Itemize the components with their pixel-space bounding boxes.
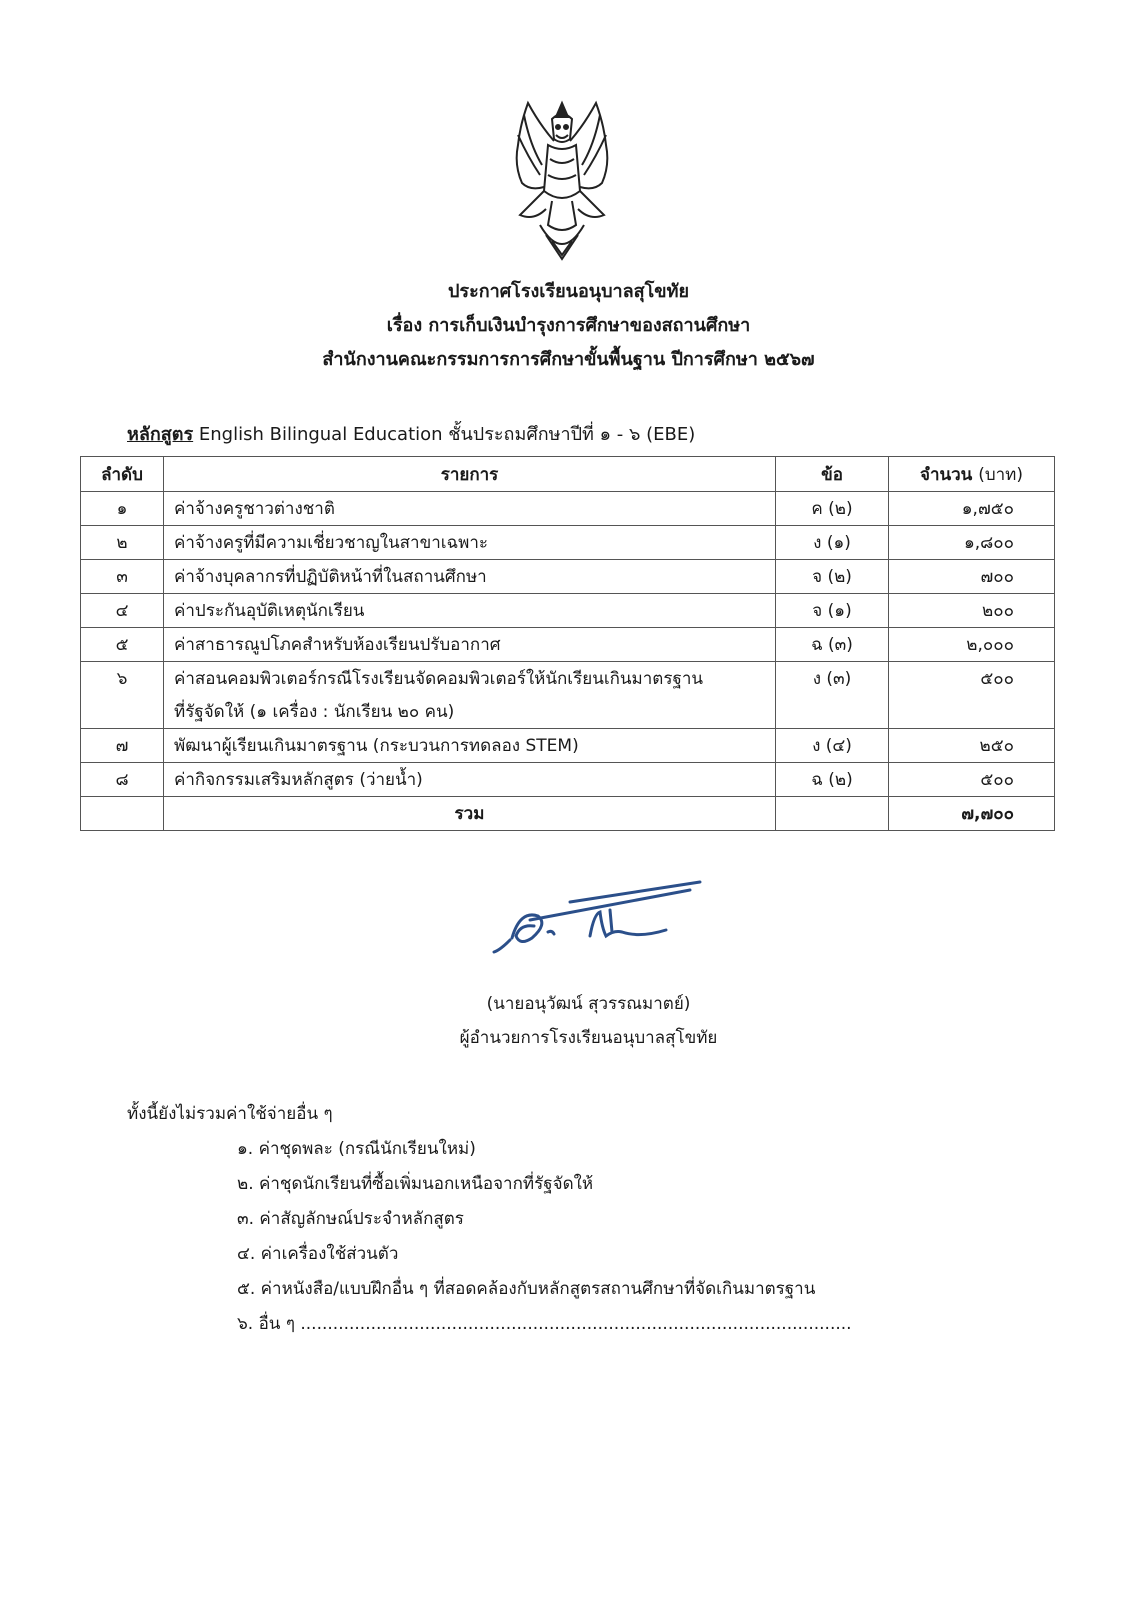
- row-item: พัฒนาผู้เรียนเกินมาตรฐาน (กระบวนการทดลอง STEM): [164, 729, 776, 763]
- header-amount: [889, 457, 1055, 492]
- row-item: ค่าจ้างครูชาวต่างชาติ: [164, 492, 776, 526]
- row-no: ๕: [81, 628, 164, 662]
- row-amount-empty: [889, 695, 1055, 729]
- garuda-emblem: [500, 95, 625, 267]
- row-clause: ง (๓): [776, 662, 889, 696]
- row-item: ค่าจ้างครูที่มีความเชี่ยวชาญในสาขาเฉพาะ: [164, 526, 776, 560]
- header-item: รายการ: [164, 457, 776, 492]
- table-row: [81, 729, 1055, 763]
- fee-table: [80, 456, 1055, 831]
- header-clause: ข้อ: [776, 457, 889, 492]
- row-clause: จ (๑): [776, 594, 889, 628]
- table-row: [81, 492, 1055, 526]
- table-total-row: [81, 797, 1055, 831]
- note-item: ๒. ค่าชุดนักเรียนที่ซื้อเพิ่มนอกเหนือจากที่รัฐจัดให้: [237, 1174, 594, 1194]
- table-row: [81, 763, 1055, 797]
- row-clause: ค (๒): [776, 492, 889, 526]
- note-item: ๔. ค่าเครื่องใช้ส่วนตัว: [237, 1244, 399, 1264]
- row-clause: ง (๑): [776, 526, 889, 560]
- row-item: ค่ากิจกรรมเสริมหลักสูตร (ว่ายน้ำ): [164, 763, 776, 797]
- row-no-empty: [81, 695, 164, 729]
- row-no: ๖: [81, 662, 164, 696]
- table-row: [81, 526, 1055, 560]
- row-no: ๔: [81, 594, 164, 628]
- row-amount: ๗๐๐: [889, 560, 1055, 594]
- total-amount: ๗,๗๐๐: [889, 797, 1055, 831]
- row-item: ค่าสอนคอมพิวเตอร์กรณีโรงเรียนจัดคอมพิวเตอร์ให้นักเรียนเกินมาตรฐาน: [164, 662, 776, 696]
- director-signature: [490, 880, 730, 970]
- total-no-empty: [81, 797, 164, 831]
- row-item: ค่าจ้างบุคลากรที่ปฏิบัติหน้าที่ในสถานศึกษา: [164, 560, 776, 594]
- row-no: ๓: [81, 560, 164, 594]
- header-no: ลำดับ: [81, 457, 164, 492]
- signer-position: ผู้อำนวยการโรงเรียนอนุบาลสุโขทัย: [459, 1028, 718, 1048]
- row-amount: ๒๕๐: [889, 729, 1055, 763]
- course-line: [127, 419, 695, 448]
- row-no: ๘: [81, 763, 164, 797]
- row-no: ๒: [81, 526, 164, 560]
- announcement-title: ประกาศโรงเรียนอนุบาลสุโขทัย: [447, 281, 690, 302]
- row-amount: ๒๐๐: [889, 594, 1055, 628]
- row-clause: ฉ (๓): [776, 628, 889, 662]
- total-clause-empty: [776, 797, 889, 831]
- row-amount: ๑,๘๐๐: [889, 526, 1055, 560]
- row-item: ค่าสาธารณูปโภคสำหรับห้องเรียนปรับอากาศ: [164, 628, 776, 662]
- total-label: รวม: [164, 797, 776, 831]
- signer-name: (นายอนุวัฒน์ สุวรรณมาตย์): [486, 994, 691, 1014]
- table-row-continuation: [81, 695, 1055, 729]
- row-item-continuation: ที่รัฐจัดให้ (๑ เครื่อง : นักเรียน ๒๐ คน): [164, 695, 776, 729]
- note-item: ๕. ค่าหนังสือ/แบบฝึกอื่น ๆ ที่สอดคล้องกับหลักสูตรสถานศึกษาที่จัดเกินมาตรฐาน: [237, 1279, 816, 1299]
- row-amount: ๕๐๐: [889, 763, 1055, 797]
- row-clause: ฉ (๒): [776, 763, 889, 797]
- note-item: ๑. ค่าชุดพละ (กรณีนักเรียนใหม่): [237, 1139, 476, 1159]
- row-item: ค่าประกันอุบัติเหตุนักเรียน: [164, 594, 776, 628]
- notes-intro: ทั้งนี้ยังไม่รวมค่าใช้จ่ายอื่น ๆ: [127, 1104, 333, 1124]
- row-amount: ๑,๗๕๐: [889, 492, 1055, 526]
- table-row: [81, 628, 1055, 662]
- row-no: ๗: [81, 729, 164, 763]
- table-row: [81, 662, 1055, 696]
- course-label: หลักสูตร: [127, 424, 194, 445]
- header-amount-unit: (บาท): [978, 464, 1024, 485]
- row-clause-empty: [776, 695, 889, 729]
- announcement-subject: เรื่อง การเก็บเงินบำรุงการศึกษาของสถานศึกษา: [386, 315, 751, 336]
- note-item: ๖. อื่น ๆ ......................................................................................................: [237, 1314, 852, 1334]
- row-no: ๑: [81, 492, 164, 526]
- table-header-row: [81, 457, 1055, 492]
- row-clause: ง (๔): [776, 729, 889, 763]
- row-amount: ๕๐๐: [889, 662, 1055, 696]
- row-amount: ๒,๐๐๐: [889, 628, 1055, 662]
- header-amount-label: จำนวน: [919, 464, 973, 485]
- table-row: [81, 594, 1055, 628]
- announcement-office-year: สำนักงานคณะกรรมการการศึกษาขั้นพื้นฐาน ปีการศึกษา ๒๕๖๗: [322, 349, 815, 370]
- course-text: English Bilingual Education ชั้นประถมศึกษาปีที่ ๑ - ๖ (EBE): [198, 424, 696, 445]
- table-row: [81, 560, 1055, 594]
- row-clause: จ (๒): [776, 560, 889, 594]
- note-item: ๓. ค่าสัญลักษณ์ประจำหลักสูตร: [237, 1209, 464, 1229]
